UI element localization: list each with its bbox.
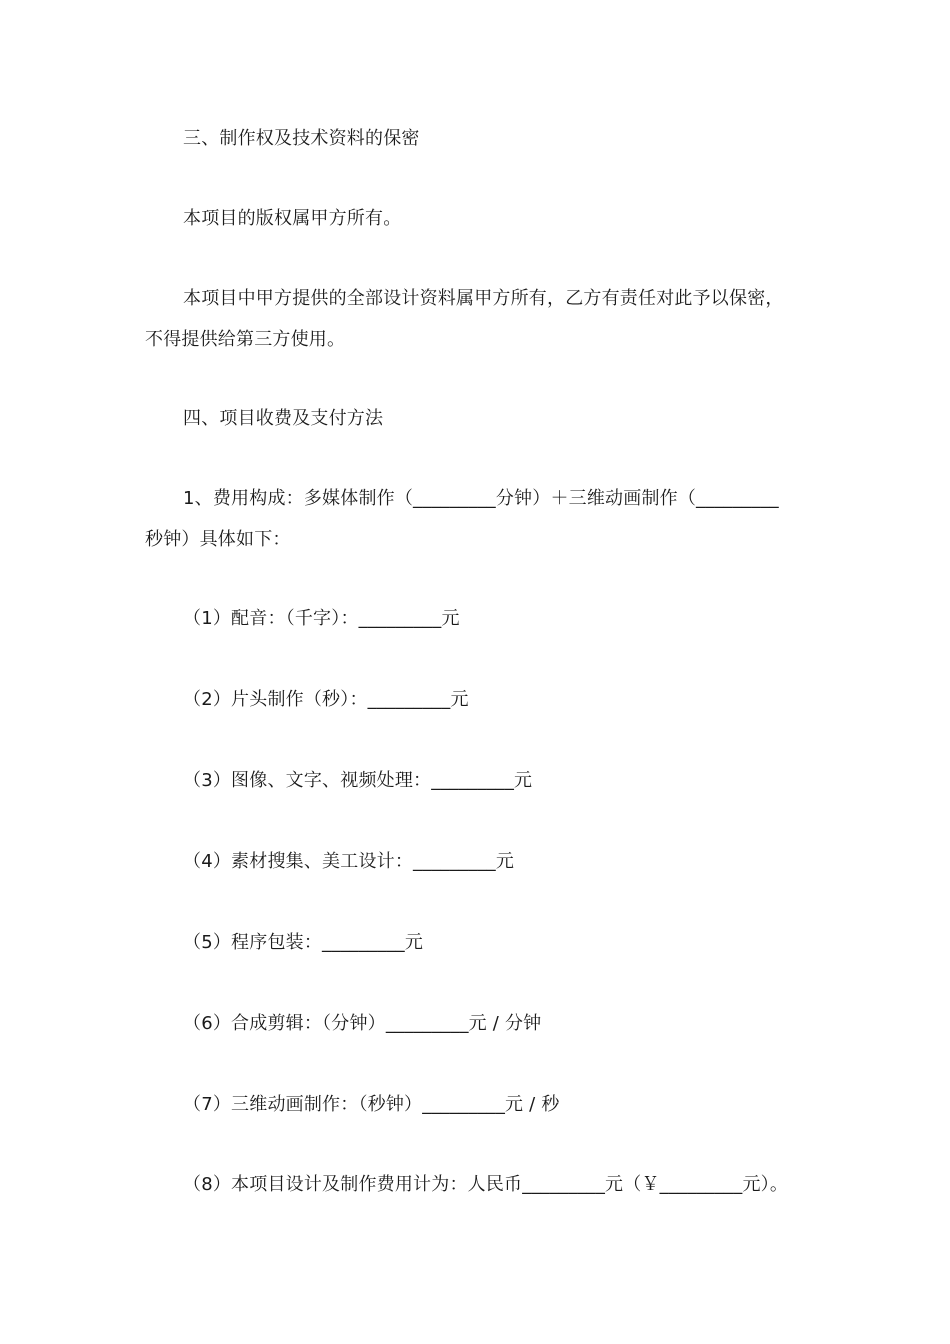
- fee-composition-line-2: 秒钟）具体如下：: [145, 529, 291, 550]
- fee-item-6: （6）合成剪辑：（分钟）_________元 / 分钟: [183, 1013, 542, 1034]
- paragraph-fee-composition: [145, 478, 815, 560]
- fee-item-4: （4）素材搜集、美工设计：_________元: [183, 851, 515, 872]
- paragraph-materials-line-1: 本项目中甲方提供的全部设计资料属甲方所有，乙方有责任对此予以保密，: [183, 288, 784, 309]
- fee-item: [145, 598, 815, 639]
- fee-item-2: （2）片头制作（秒）：_________元: [183, 689, 469, 710]
- paragraph-copyright: [145, 198, 815, 239]
- section-3-heading: [145, 118, 815, 159]
- fee-item: [145, 1164, 815, 1205]
- fee-item-1: （1）配音：（千字）：_________元: [183, 608, 460, 629]
- fee-composition-line-1: 1、费用构成：多媒体制作（_________分钟）＋三维动画制作（_________: [183, 488, 779, 509]
- fee-item: [145, 760, 815, 801]
- paragraph-materials: [145, 278, 815, 360]
- fee-item: [145, 1084, 815, 1125]
- fee-item: [145, 1003, 815, 1044]
- fee-item: [145, 679, 815, 720]
- fee-item: [145, 841, 815, 882]
- fee-item-3: （3）图像、文字、视频处理：_________元: [183, 770, 533, 791]
- fee-item-7: （7）三维动画制作：（秒钟）_________元 / 秒: [183, 1094, 560, 1115]
- section-4-heading-text: 四、项目收费及支付方法: [183, 408, 384, 429]
- fee-item-8: （8）本项目设计及制作费用计为：人民币_________元（￥_________元）。: [183, 1174, 789, 1195]
- paragraph-copyright-text: 本项目的版权属甲方所有。: [183, 208, 402, 229]
- fee-item: [145, 922, 815, 963]
- section-4-heading: [145, 398, 815, 439]
- fee-item-5: （5）程序包装：_________元: [183, 932, 424, 953]
- section-3-heading-text: 三、制作权及技术资料的保密: [183, 128, 420, 149]
- paragraph-materials-line-2: 不得提供给第三方使用。: [145, 329, 346, 350]
